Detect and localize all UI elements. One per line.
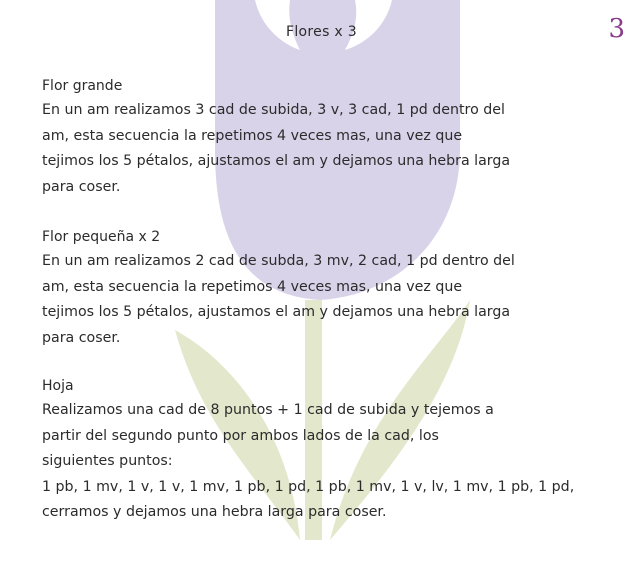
text-line: am, esta secuencia la repetimos 4 veces mas, una vez que <box>42 278 463 295</box>
text-line: para coser. <box>42 178 121 195</box>
text-line: 1 pb, 1 mv, 1 v, 1 v, 1 mv, 1 pb, 1 pd, 1 pb, 1 mv, 1 v, lv, 1 mv, 1 pb, 1 pd, <box>42 478 575 495</box>
section-hoja <box>42 374 602 526</box>
text-line: siguientes puntos: <box>42 453 173 469</box>
document-title: Flores x 3 <box>286 24 357 40</box>
section-flor-grande <box>42 74 602 200</box>
text-line: cerramos y dejamos una hebra larga para coser. <box>42 504 387 520</box>
text-line: tejimos los 5 pétalos, ajustamos el am y dejamos una hebra larga <box>42 153 511 169</box>
section-heading: Hoja <box>42 378 74 394</box>
section-flor-pequena <box>42 225 602 351</box>
section-body <box>42 98 602 200</box>
section-heading: Flor pequeña x 2 <box>42 229 161 245</box>
section-heading: Flor grande <box>42 78 123 94</box>
text-line: am, esta secuencia la repetimos 4 veces mas, una vez que <box>42 127 463 144</box>
section-body <box>42 249 602 351</box>
text-line: Realizamos una cad de 8 puntos + 1 cad de subida y tejemos a <box>42 402 494 418</box>
text-line: partir del segundo punto por ambos lados de la cad, los <box>42 427 439 444</box>
text-line: tejimos los 5 pétalos, ajustamos el am y dejamos una hebra larga <box>42 304 511 320</box>
text-line: En un am realizamos 2 cad de subda, 3 mv, 2 cad, 1 pd dentro del <box>42 253 515 269</box>
text-line: En un am realizamos 3 cad de subida, 3 v, 3 cad, 1 pd dentro del <box>42 102 505 118</box>
page-number: 3 <box>608 14 625 44</box>
text-line: para coser. <box>42 329 121 346</box>
section-body <box>42 398 602 526</box>
